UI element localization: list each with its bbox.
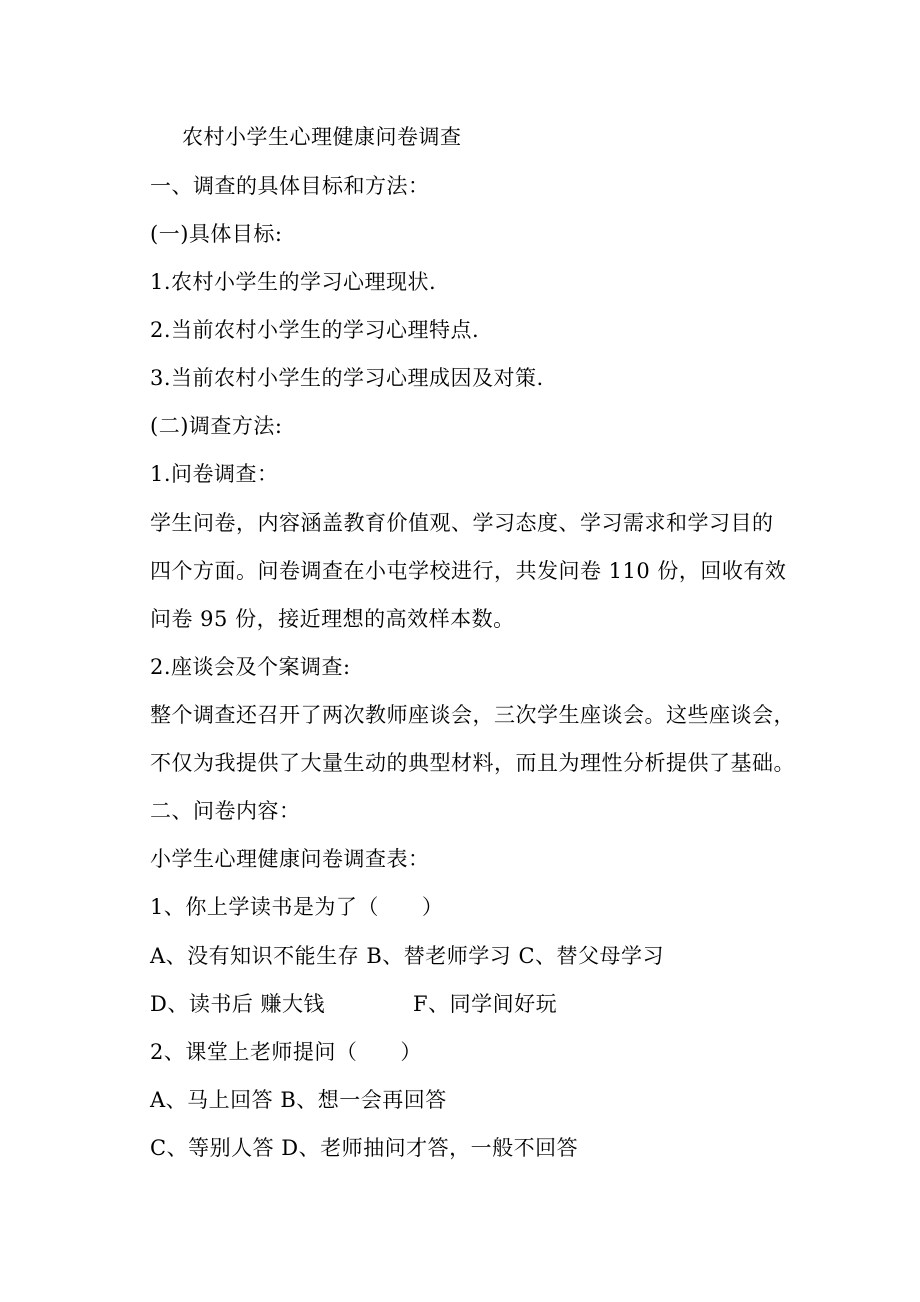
questionnaire-title: 小学生心理健康问卷调查表： — [150, 847, 430, 871]
method1-paragraph-line: 问卷 95 份，接近理想的高效样本数。 — [150, 607, 515, 631]
question-2-options-line2: C、等别人答 D、老师抽问才答，一般不回答 — [150, 1136, 579, 1160]
question-2: 2、课堂上老师提问（ ） — [150, 1040, 422, 1064]
method2-paragraph-line: 不仅为我提供了大量生动的典型材料，而且为理性分析提供了基础。 — [150, 751, 795, 775]
method1-paragraph-line: 学生问卷，内容涵盖教育价值观、学习态度、学习需求和学习目的 — [150, 511, 774, 535]
section2-heading: 二、问卷内容： — [150, 799, 301, 823]
sub2-heading: (二)调查方法: — [150, 414, 283, 438]
method2-heading: 2.座谈会及个案调查: — [150, 655, 351, 679]
method1-paragraph-line: 四个方面。问卷调查在小屯学校进行，共发问卷 110 份，回收有效 — [150, 559, 787, 583]
goal-item: 2.当前农村小学生的学习心理特点. — [150, 318, 480, 342]
goal-item: 1.农村小学生的学习心理现状. — [150, 270, 437, 294]
question-1-option-d: D、读书后 赚大钱 — [150, 992, 326, 1016]
question-2-options-line1: A、马上回答 B、想一会再回答 — [150, 1088, 447, 1112]
method2-paragraph-line: 整个调查还召开了两次教师座谈会，三次学生座谈会。这些座谈会， — [150, 703, 795, 727]
document-title: 农村小学生心理健康问卷调查 — [182, 125, 462, 149]
section1-heading: 一、调查的具体目标和方法： — [150, 174, 430, 198]
question-1-options-line2 — [150, 991, 557, 1017]
question-1-option-f: F、同学间好玩 — [413, 992, 558, 1016]
sub1-heading: (一)具体目标: — [150, 222, 283, 246]
goal-item: 3.当前农村小学生的学习心理成因及对策. — [150, 366, 544, 390]
question-1: 1、你上学读书是为了（ ） — [150, 895, 444, 919]
method1-heading: 1.问卷调查： — [150, 462, 279, 486]
question-1-options-line1: A、没有知识不能生存 B、替老师学习 C、替父母学习 — [150, 944, 665, 968]
